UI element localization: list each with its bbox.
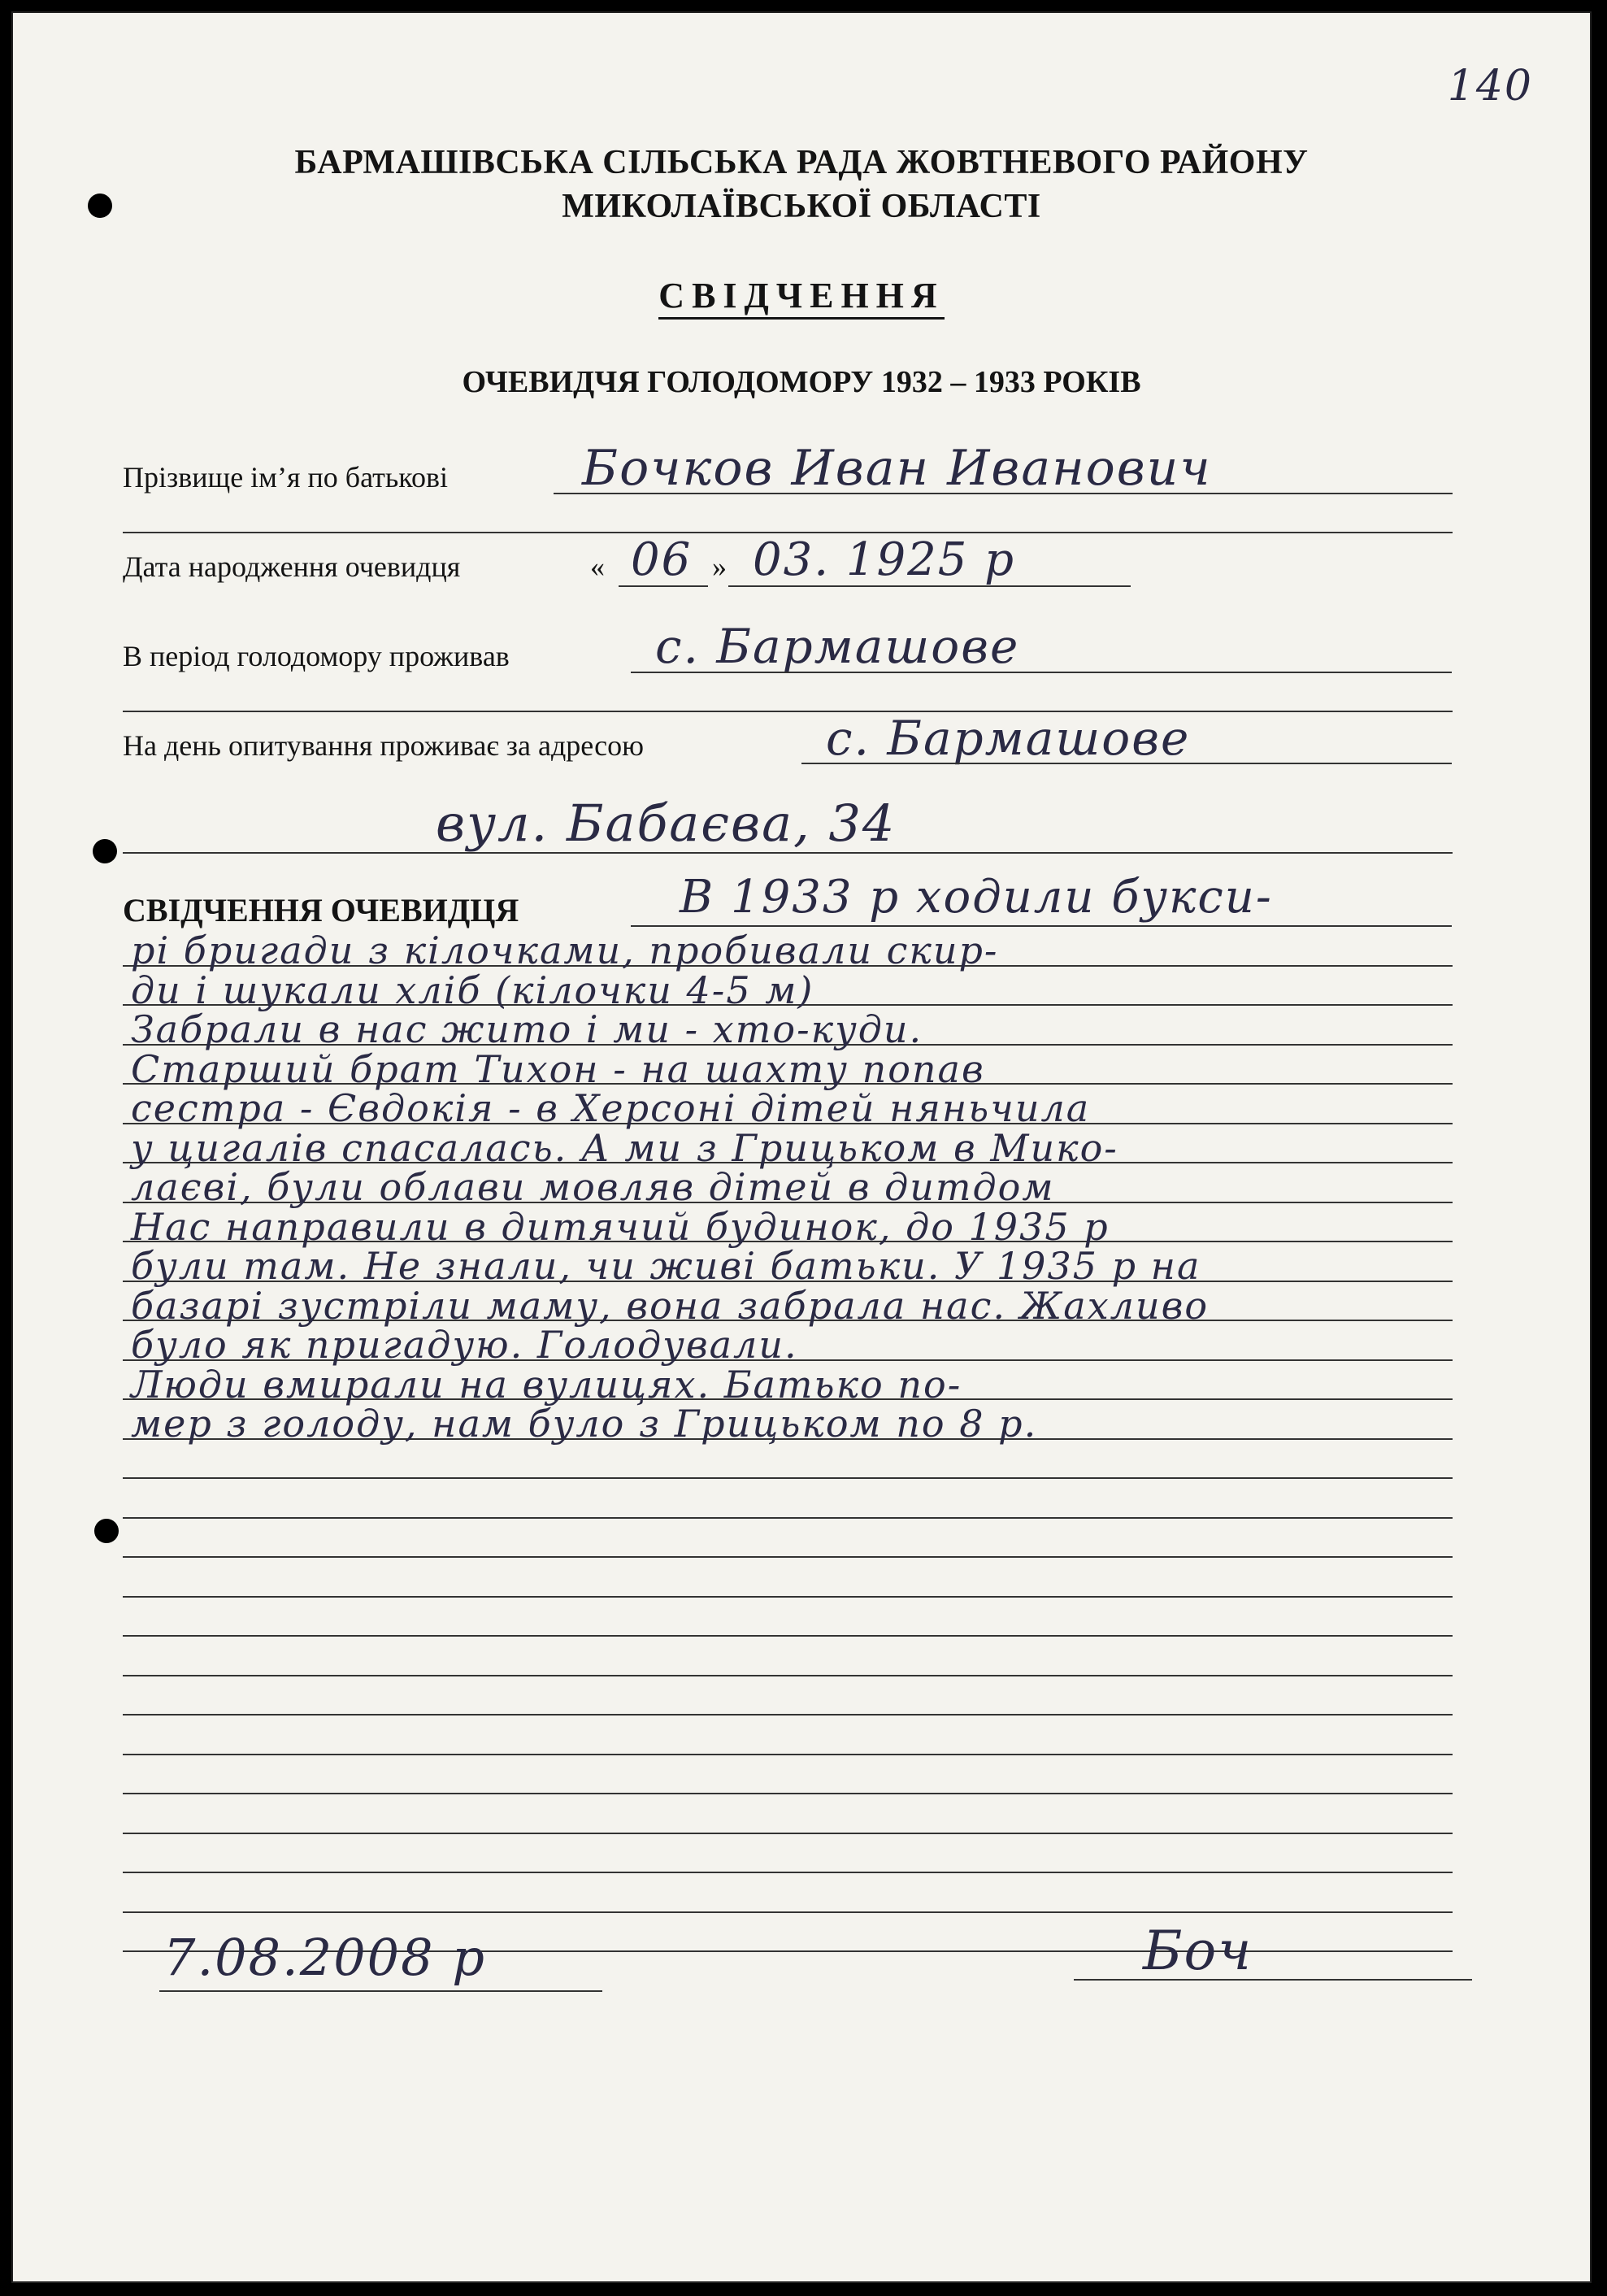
testimony-rule-line bbox=[123, 1675, 1453, 1676]
birth-day-value: 06 bbox=[631, 533, 693, 586]
testimony-text-line: лаєві, були облави мовляв дітей в дитдом bbox=[131, 1165, 1055, 1209]
birth-month-line bbox=[728, 585, 1131, 587]
testimony-text-line: у цигалів спасалась. А ми з Грицьком в Мико- bbox=[131, 1126, 1118, 1170]
document-title bbox=[13, 275, 1590, 316]
name-label: Прізвище ім’я по батькові bbox=[123, 461, 448, 494]
witness-signature: Боч bbox=[1143, 1920, 1253, 1982]
current-address-value-2: вул. Бабаєва, 34 bbox=[436, 794, 897, 853]
testimony-text-line: сестра - Євдокія - в Херсоні дітей няньчила bbox=[131, 1086, 1091, 1130]
testimony-text-line: рі бригади з кілочками, пробивали скир- bbox=[131, 928, 999, 972]
testimony-text-line: було як пригадую. Голодували. bbox=[131, 1323, 798, 1367]
testimony-rule-line bbox=[123, 1754, 1453, 1755]
testimony-text-line: були там. Не знали, чи живі батьки. У 1935 р на bbox=[131, 1244, 1201, 1288]
punch-hole-bottom bbox=[94, 1519, 119, 1543]
testimony-text-line: базарі зустріли маму, вона забрала нас. Жахливо bbox=[131, 1284, 1210, 1328]
testimony-rule-line bbox=[123, 1477, 1453, 1479]
residence-during-value: с. Бармашове bbox=[655, 619, 1020, 674]
testimony-line-0 bbox=[631, 925, 1452, 927]
current-address-value-1: с. Бармашове bbox=[826, 711, 1191, 766]
testimony-rule-line bbox=[123, 1833, 1453, 1834]
date-line bbox=[159, 1990, 602, 1992]
testimony-rule-line bbox=[123, 1517, 1453, 1519]
testimony-rule-line bbox=[123, 1793, 1453, 1794]
testimony-text-line: мер з голоду, нам було з Грицьком по 8 р. bbox=[131, 1402, 1038, 1446]
region-name: МИКОЛАЇВСЬКОЇ ОБЛАСТІ bbox=[562, 188, 1041, 225]
birth-day-line bbox=[619, 585, 708, 587]
birth-month-year-value: 03. 1925 р bbox=[753, 533, 1016, 586]
testimony-text-line: Люди вмирали на вулицях. Батько по- bbox=[131, 1363, 962, 1407]
residence-during-label: В період голодомору проживав bbox=[123, 640, 510, 672]
current-address-label: На день опитування проживає за адресою bbox=[123, 729, 645, 762]
residence-during-line-2 bbox=[123, 711, 1453, 712]
testimony-first-line: В 1933 р ходили букси- bbox=[680, 871, 1273, 924]
testimony-label: СВІДЧЕННЯ ОЧЕВИДЦЯ bbox=[123, 892, 519, 928]
testimony-text-line: ди і шукали хліб (кілочки 4-5 м) bbox=[131, 968, 814, 1012]
archive-page-number: 140 bbox=[1447, 62, 1533, 111]
birth-date-open-quote: « bbox=[590, 550, 605, 583]
testimony-text-line: Забрали в нас жито і ми - хто-куди. bbox=[131, 1007, 923, 1051]
testimony-text-line: Старший брат Тихон - на шахту попав bbox=[131, 1047, 985, 1091]
testimony-rule-line bbox=[123, 1556, 1453, 1558]
name-value: Бочков Иван Иванович bbox=[582, 440, 1212, 497]
residence-during-line bbox=[631, 672, 1452, 673]
testimony-rule-line bbox=[123, 1635, 1453, 1637]
current-address-line-2 bbox=[123, 852, 1453, 854]
punch-hole-middle bbox=[93, 839, 117, 863]
name-line bbox=[554, 493, 1453, 494]
current-address-line bbox=[801, 763, 1452, 764]
council-name: БАРМАШІВСЬКА СІЛЬСЬКА РАДА ЖОВТНЕВОГО РАЙОНУ bbox=[294, 144, 1309, 181]
signature-line bbox=[1074, 1979, 1472, 1981]
testimony-rule-line bbox=[123, 1714, 1453, 1715]
testimony-rule-line bbox=[123, 1596, 1453, 1598]
testimony-text-line: Нас направили в дитячий будинок, до 1935 р bbox=[131, 1205, 1110, 1249]
document-title-text: СВІДЧЕННЯ bbox=[658, 276, 944, 320]
document-page bbox=[11, 11, 1592, 2283]
testimony-date: 7.08.2008 р bbox=[163, 1928, 486, 1987]
document-subtitle: ОЧЕВИДЧЯ ГОЛОДОМОРУ 1932 – 1933 РОКІВ bbox=[462, 365, 1141, 399]
birth-date-close-quote: » bbox=[712, 550, 727, 583]
testimony-rule-line bbox=[123, 1872, 1453, 1873]
testimony-rule-line bbox=[123, 1911, 1453, 1913]
birth-date-label: Дата народження очевидця bbox=[123, 550, 461, 583]
